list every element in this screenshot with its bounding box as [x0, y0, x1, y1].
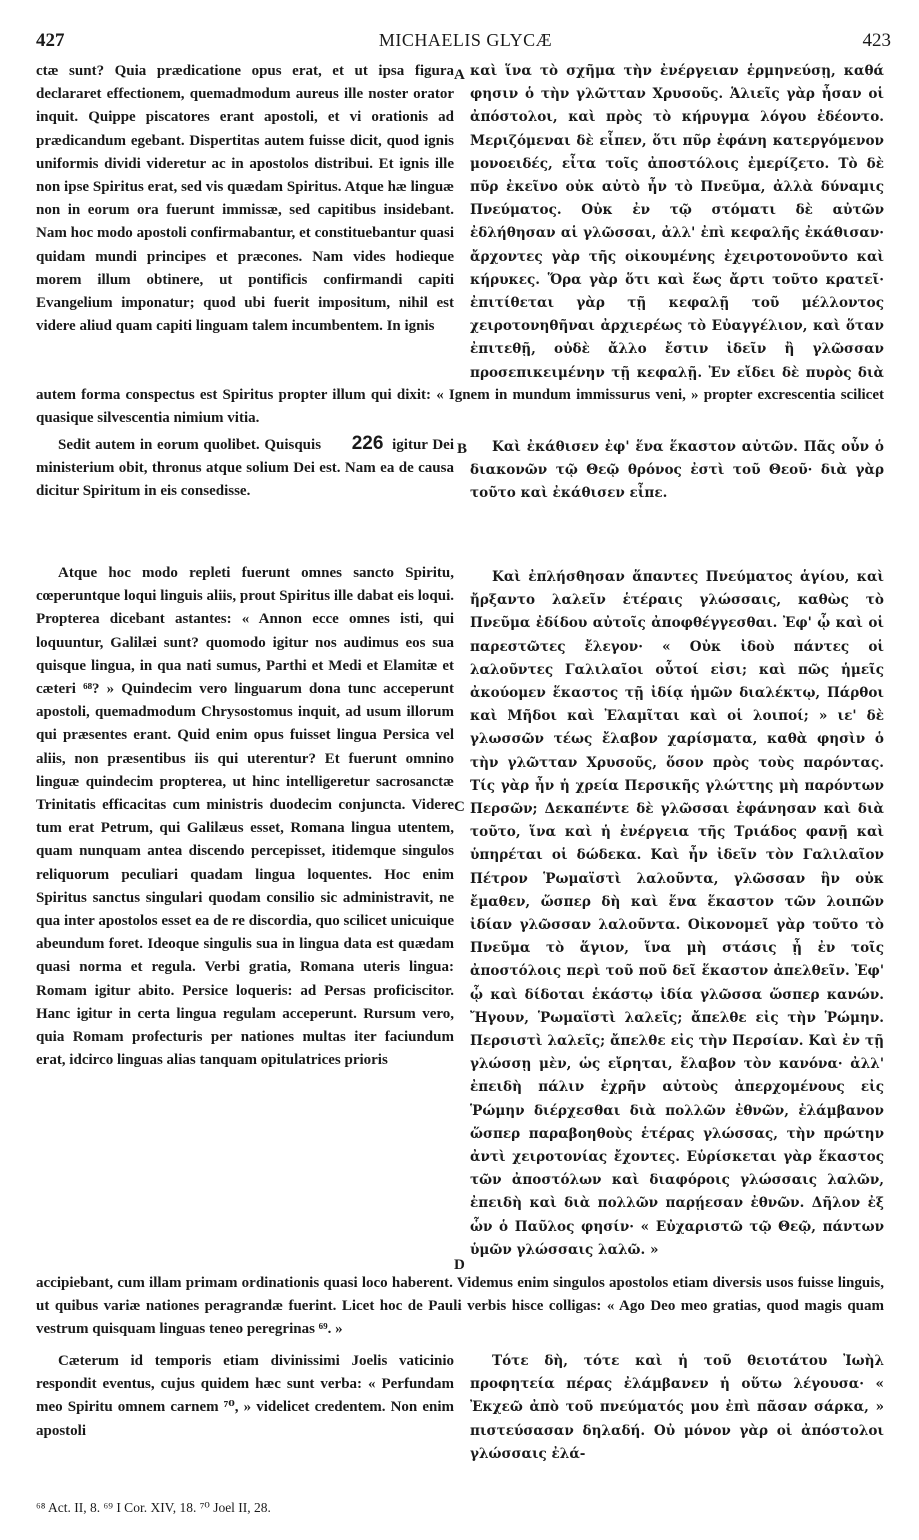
latin-paragraph-3: Atque hoc modo repleti fuerunt omnes sancto Spiritu, cœperuntque loqui linguis aliis, prout Spiritus ille dabat eis loqui. Propterea dicebant astantes: « Annon ecce omnes isti, qui loquuntur, Galilæi sunt? quomodo igitur nos audimus eos sua quisque lingua, in qua nati sumus, Parthi et Medi et Elamitæ et cæteri ⁶⁸? » Quindecim vero linguarum dona tunc acceperunt apostoli, quemadmodum Chrysostomus inquit, ad usum illorum qui præsentes erant. Quid enim opus fuisset lingua Persica vel aliis, non præsentibus iis qui uterentur? Et fuerunt omnino linguæ quindecim propterea, ut hinc intelligeretur sacrosanctæ Trinitatis efficacitas cum ministris duodecim conjuncta. Videre tum erat Petrum, qui Galilæus esset, Romana lingua utentem, quam nunquam antea discendo percepisset, itidemque singulos reliquorum peculiari quadam lingua loquentes. Hoc enim Spiritus sanctus singulari quodam consilio sic administravit, ne qua inter apostolos esset ea de re discordia, quo scilicet unicuique abeundum foret. Ideoque singulis sua in lingua data est quædam quasi norma et regula. Verbi gratia, Romana uteris lingua: Romam igitur abito. Persice loqueris: ad Persas proficiscitor. Hanc igitur in certa lingua regulam acceperunt. Rursum vero, quia Romam profecturis per nationes multas iter faciundum erat, idcirco linguas alias tanquam opitulatrices prioris: [36, 565, 454, 1069]
margin-marker-c: C: [454, 799, 465, 815]
greek-paragraph-2: Καὶ ἐκάθισεν ἐφ' ἕνα ἕκαστον αὐτῶν. Πᾶς οὖν ὁ διακονῶν τῷ Θεῷ θρόνος ἐστὶ τοῦ Θεοῦ· διὰ γὰρ τοῦτο καὶ ἐκάθισεν εἶπε.: [470, 439, 884, 502]
full-width-paragraph-1: autem forma conspectus est Spiritus propter illum qui dixit: « Ignem in mundum immissurus veni, » propter excrescentia scilicet quasique silvescentia nimium vitia.: [36, 387, 884, 427]
footnotes: ⁶⁸ Act. II, 8. ⁶⁹ I Cor. XIV, 18. ⁷⁰ Joel II, 28.: [36, 1500, 271, 1515]
page-number-right: 423: [862, 30, 891, 51]
running-title: MICHAELIS GLYCÆ: [378, 30, 553, 50]
latin-paragraph-2-end: igitur Dei ministerium obit, thronus atque solium Dei est. Nam ea de causa dicitur Spiritum in eis consedisse.: [36, 437, 454, 500]
latin-paragraph-2: [36, 432, 454, 552]
margin-marker-a: A: [454, 67, 465, 83]
latin-paragraph-4: Cæterum id temporis etiam divinissimi Joelis vaticinio respondit eventus, cujus quidem hæc sunt verba: « Perfundam meo Spiritu omnem carnem ⁷⁰, » videlicet credentem. Non enim apostoli: [36, 1353, 454, 1439]
section-number: 226: [351, 433, 384, 454]
running-header: [36, 30, 895, 56]
margin-marker-b: B: [457, 441, 468, 457]
greek-paragraph-4: Τότε δὴ, τότε καὶ ἡ τοῦ θειοτάτου Ἰωὴλ προφητεία πέρας ἐλάμβανεν ἡ οὕτω λέγουσα· « Ἐκχεῶ ἀπὸ τοῦ πνεύματός μου ἐπὶ πᾶσαν σάρκα, » πιστεύσασαν δηλαδή. Οὐ μόνον γὰρ οἱ ἀπόστολοι γλώσσαις ἐλά-: [470, 1353, 884, 1462]
page-number-left: 427: [36, 30, 65, 51]
greek-paragraph-1: καὶ ἵνα τὸ σχῆμα τὴν ἐνέργειαν ἑρμηνεύσῃ, καθά φησιν ὁ τὴν γλῶτταν Χρυσοῦς. Ἁλιεῖς γὰρ ἦσαν οἱ ἀπόστολοι, καὶ πρὸς τὸ κήρυγμα λόγου ἐδέοντο. Μεριζόμεναι δὲ εἶπεν, ὅτι πῦρ ἐφάνη κατεργόμενον μονοειδές, εἶτα τοῖς ἀποστόλοις ἐμερίζετο. Τὸ δὲ πῦρ ἐκεῖνο οὐκ αὐτὸ ἦν τὸ Πνεῦμα, ἀλλὰ δύναμις Πνεύματος. Οὐκ ἐν τῷ στόματι δὲ αὐτῶν ἐδλήθησαν αἱ γλῶσσαι, ἀλλ' ἐπὶ κεφαλῆς ἐκάθισαν· ἄρχοντες γὰρ τῆς οἰκουμένης ἐχειροτονοῦντο καὶ κήρυκες. Ὅρα γὰρ ὅτι καὶ ἕως ἄρτι τοῦτο κρατεῖ· ἐπιτίθεται γὰρ τῇ κεφαλῇ τοῦ μέλλοντος χειροτονηθῆναι ἀρχιερέως τὸ Εὐαγγέλιον, καὶ ὅταν ἐπιτεθῇ, οὐδὲ ἄλλο ἔστιν ἰδεῖν ἢ γλῶσσαν προσεπικειμένην τῇ κεφαλῇ. Ἐν εἴδει δὲ πυρὸς διὰ: [470, 63, 884, 380]
margin-marker-d: D: [454, 1257, 465, 1273]
latin-paragraph-1: ctæ sunt? Quia prædicatione opus erat, et ut ipsa figura declararet effectionem, quemadmodum aureus ille noster orator inquit. Quippe piscatores erant apostoli, et vi orationis ad prædicandum egebant. Dispertitas autem fuisse dicit, quod ignis uniformis dividi videretur ac in apostolos distribui. Et ignis ille non ipse Spiritus erat, sed vis quædam Spiritus. Atque hæ linguæ non in eorum ora fuerunt immissæ, sed capitibus insidebant. Nam hoc modo apostoli confirmabantur, et constituebantur quasi quidam mundi principes et præcones. Nam vides hodieque morem illum obtinere, ut pontificis confirmandi capiti Evangelium imponatur; quod ubi fuerit impositum, nihil est videre aliud quam capiti linguam talem incumbentem. In ignis: [36, 63, 454, 335]
greek-paragraph-3: Καὶ ἐπλήσθησαν ἅπαντες Πνεύματος ἁγίου, καὶ ἤρξαντο λαλεῖν ἑτέραις γλώσσαις, καθὼς τὸ Πνεῦμα ἐδίδου αὐτοῖς ἀποφθέγγεσθαι. Ἐφ' ᾧ καὶ οἱ παρεστῶτες ἔλεγον· « Οὐκ ἰδοὺ πάντες οἱ λαλοῦντες Γαλιλαῖοι οὗτοί εἰσι; καὶ πῶς ἡμεῖς ἀκούομεν ἕκαστος τῇ ἰδίᾳ ἡμῶν διαλέκτῳ, Πάρθοι καὶ Μῆδοι καὶ Ἐλαμῖται καὶ οἱ λοιποί; » ιε' δὲ γλωσσῶν τέως ἔλαβον χαρίσματα, καθὰ φησὶν ὁ τὴν γλῶτταν Χρυσοῦς, ὅσον πρὸς τοὺς παρόντας. Τίς γὰρ ἦν ἡ χρεία Περσικῆς γλώττης μὴ παρόντων Περσῶν; Δεκαπέντε δὲ γλῶσσαι ἐφάνησαν καὶ διὰ τοῦτο, ἵνα καὶ ἡ ἐνέργεια τῆς Τριάδος φανῇ καὶ ὑπηρέται οἱ δώδεκα. Καὶ ἦν ἰδεῖν τὸν Γαλιλαῖον Πέτρον Ῥωμαϊστὶ λαλοῦντα, γλῶσσαν ἣν οὐκ ἔμαθεν, ὥσπερ δὴ καὶ ἕνα ἕκαστον τῶν λοιπῶν ἰδίαν γλῶσσαν λαλοῦντα. Οἰκονομεῖ γὰρ τοῦτο τὸ Πνεῦμα τὸ ἅγιον, ἵνα μὴ στάσις ᾖ ἐν τοῖς ἀποστόλοις περὶ τοῦ ποῦ δεῖ ἕκαστον ἀπελθεῖν. Ἐφ' ᾧ καὶ δίδοται ἑκάστῳ ἰδία γλῶσσα ὥσπερ κανών. Ἤγουν, Ῥωμαϊστὶ λαλεῖς; ἄπελθε εἰς τὴν Ῥώμην. Περσιστὶ λαλεῖς; ἄπελθε εἰς τὴν Περσίαν. Καὶ ἐν τῇ γλώσσῃ μὲν, ὡς εἴρηται, ἔλαβον τὸν κανόνα· ἀλλ' ἐπειδὴ πάλιν ἐχρῆν αὐτοὺς ἀπερχομένους εἰς Ῥώμην διέρχεσθαι διὰ πολλῶν ἐθνῶν, ἐλάμβανον ὥσπερ παραβοηθοὺς ἑτέρας γλώσσας, τὴν πρώτην ἀντὶ χειροτονίας ἔχοντες. Εὑρίσκεται γὰρ ἕκαστος τῶν ἀποστόλων καὶ διαφόροις γλώσσαις λαλῶν, ἐπειδὴ καὶ διὰ πολλῶν παρῄεσαν ἐθνῶν. Δῆλον ἐξ ὧν ὁ Παῦλος φησίν· « Εὐχαριστῶ τῷ Θεῷ, πάντων ὑμῶν γλώσσαις λαλῶ. »: [470, 569, 884, 1258]
latin-paragraph-2-start: Sedit autem in eorum quolibet. Quisquis: [58, 437, 322, 453]
full-width-paragraph-2: accipiebant, cum illam primam ordinationis quasi loco haberent. Videmus enim singulos apostolos etiam diversis usos fuisse linguis, ut quibus variæ nationes peragrandæ fuerint. Licet hoc de Pauli verbis hisce colligas: « Ago Deo meo gratias, quod magis quam vestrum quisquam linguas teneo peregrinas ⁶⁹. »: [36, 1275, 884, 1338]
